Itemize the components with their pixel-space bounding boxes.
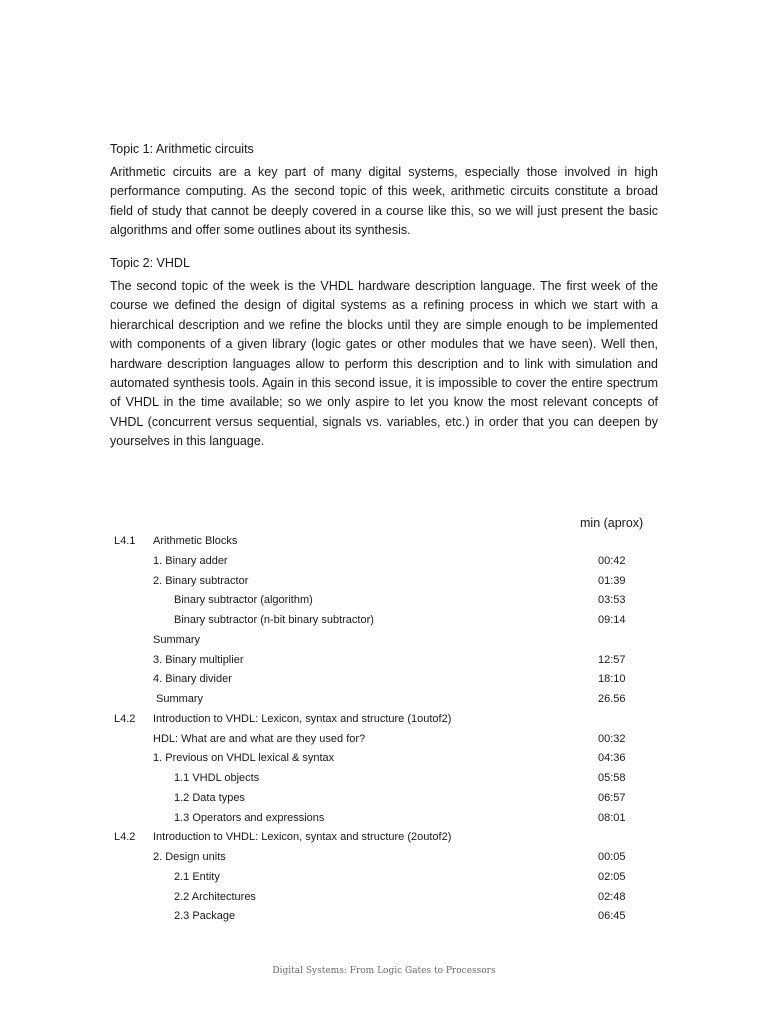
table-row [0,572,768,590]
lesson-title: Binary subtractor (n-bit binary subtractor) [174,614,374,626]
lesson-title: 2. Binary subtractor [153,574,249,587]
table-row [0,828,768,846]
table-row [0,730,768,748]
lesson-title: 2.2 Architectures [174,890,256,903]
topic-2-heading: Topic 2: VHDL [110,256,190,270]
table-row [0,631,768,649]
table-row [0,651,768,669]
lesson-duration: 06:45 [598,910,626,923]
table-row [0,611,768,629]
lesson-title: 2.3 Package [174,910,236,923]
lesson-duration: 00:42 [598,554,626,567]
table-row [0,769,768,787]
table-row [0,868,768,886]
lesson-title: Arithmetic Blocks [153,535,238,547]
lesson-duration: 09:14 [598,614,626,626]
table-row [0,789,768,807]
lesson-duration: 03:53 [598,594,626,607]
lesson-title: 1.3 Operators and expressions [174,811,325,824]
table-row [0,690,768,708]
lesson-duration: 08:01 [598,811,626,824]
lesson-title: 3. Binary multiplier [153,653,244,666]
lesson-duration: 26.56 [598,693,626,705]
table-row [0,552,768,570]
table-row [0,848,768,866]
lesson-title: Binary subtractor (algorithm) [174,594,313,607]
table-row [0,532,768,550]
topic-2-paragraph: The second topic of the week is the VHDL hardware description language. The first week of the course we defined the design of digital systems as a refining process in which we start with a hierarchical description and we refine the blocks until they are simple enough to be implemented with components of a given library (logic gates or other modules that we have seen). Well then, hardware description languages allow to perform this description and to link with simulation and automated synthesis tools. Again in this second issue, it is impossible to cover the entire spectrum of VHDL in the time available; so we only aspire to let you know the most relevant concepts of VHDL (concurrent versus sequential, signals vs. variables, etc.) in order that you can deepen by yourselves in this language. [110,279,658,449]
lesson-title: Summary [153,633,201,646]
lesson-title: 1.2 Data types [174,791,245,804]
table-row [0,591,768,609]
lesson-duration: 12:57 [598,653,626,666]
lesson-duration: 06:57 [598,791,626,804]
lesson-duration: 02:48 [598,890,626,903]
lesson-duration: 18:10 [598,673,626,686]
page-footer: Digital Systems: From Logic Gates to Processors [272,966,496,976]
lesson-duration: 00:32 [598,732,626,745]
table-row [0,907,768,925]
topic-1-paragraph: Arithmetic circuits are a key part of many digital systems, especially those involved in high performance computing. As the second topic of this week, arithmetic circuits constitute a broad field of study that cannot be deeply covered in a course like this, so we will just present the basic algorithms and offer some outlines about its synthesis. [110,165,658,238]
lesson-title: HDL: What are and what are they used for? [153,732,366,745]
topic-1-heading: Topic 1: Arithmetic circuits [110,142,254,156]
lesson-duration: 01:39 [598,574,626,587]
lesson-title: 4. Binary divider [153,673,232,686]
lesson-title: Introduction to VHDL: Lexicon, syntax and structure (1outof2) [153,712,452,725]
lesson-duration: 00:05 [598,851,626,863]
lesson-duration: 02:05 [598,870,626,883]
table-row [0,888,768,906]
lesson-title: 1.1 VHDL objects [174,772,260,784]
lesson-title: 1. Previous on VHDL lexical & syntax [153,752,335,765]
lesson-code: L4.2 [114,831,136,844]
toc-column-header: min (aprox) [580,516,644,530]
table-row [0,749,768,767]
lesson-code: L4.1 [114,535,136,547]
table-row [0,809,768,827]
lesson-title: 1. Binary adder [153,554,228,567]
lesson-duration: 05:58 [598,772,626,784]
lesson-title: 2. Design units [153,851,226,863]
lesson-title: Introduction to VHDL: Lexicon, syntax and structure (2outof2) [153,831,452,844]
lesson-title: 2.1 Entity [174,870,220,883]
lesson-title: Summary [156,693,204,705]
table-row [0,670,768,688]
lesson-code: L4.2 [114,712,136,725]
table-row [0,710,768,728]
lesson-duration: 04:36 [598,752,626,765]
